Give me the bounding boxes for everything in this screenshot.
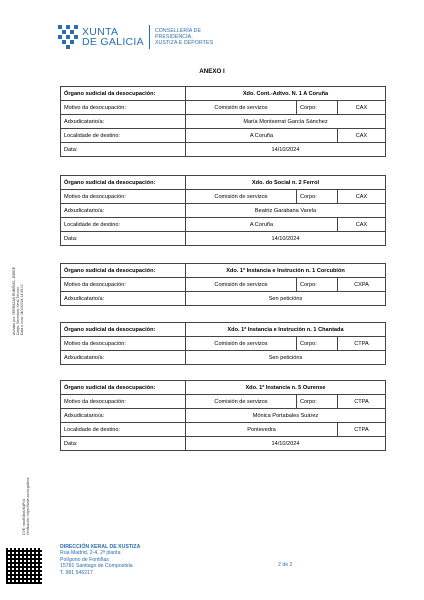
adxudicatario-value: Beatriz Garabana Varela [186,204,386,218]
motivo-value: Comisión de servizos [186,278,297,292]
data-label: Data: [61,232,186,246]
localidade-value: A Coruña [186,129,338,143]
signature-line-1: Asinado por: TERRAZAS RUBIÑOS, JORGE [12,267,16,335]
motivo-label: Motivo da desocupación: [61,190,186,204]
brand-line-2: DE GALICIA [82,36,144,48]
footer-phone: T. 981 546217 [60,569,93,576]
vacancy-table [60,263,386,306]
motivo-value: Comisión de servizos [186,101,297,115]
adxudicatario-label: Adxudicatario/a: [61,292,186,306]
footer-city: 15781 Santiago de Compostela [60,563,133,570]
department-name [155,28,213,46]
organo-label: Órgano xudicial da desocupación: [61,264,186,278]
localidade-value: Pontevedra [186,423,338,437]
adxudicatario-value: Mónica Portabales Suárez [186,409,386,423]
adxudicatario-label: Adxudicatario/a: [61,204,186,218]
cve-line: CVE: mod91fbd0KqPv4 [22,499,26,535]
data-label: Data: [61,143,186,157]
corpo-label: Corpo: [297,337,338,351]
motivo-value: Comisión de servizos [186,395,297,409]
organo-value: Xdo. do Social n. 2 Ferrol [186,176,386,190]
corpo-label: Corpo: [297,395,338,409]
footer-office: DIRECCIÓN XERAL DE XUSTIZA [60,544,141,550]
footer-street: Rúa Madrid, 2-4, 2ª planta [60,550,121,557]
motivo-label: Motivo da desocupación: [61,278,186,292]
dept-line-1: CONSELLERÍA DE [154,28,202,34]
qr-code-icon [6,548,42,584]
corpo-value: CTPA [338,395,386,409]
dept-line-3: XUSTIZA E DEPORTES [154,40,214,46]
adxudicatario-label: Adxudicatario/a: [61,115,186,129]
organo-label: Órgano xudicial da desocupación: [61,323,186,337]
vacancy-table [60,322,386,365]
organo-value: Xdo. 1ª Instancia e Instrución n. 1 Chantada [186,323,386,337]
xunta-logo-icon [58,25,78,49]
signature-side-text [12,267,24,335]
localidade-label: Localidade de destino: [61,423,186,437]
adxudicatario-label: Adxudicatario/a: [61,409,186,423]
corpo-label: Corpo: [297,101,338,115]
signature-line-2: Cargo: Secretario Xeral Técnico [16,286,20,335]
vacancy-table [60,86,386,157]
motivo-label: Motivo da desocupación: [61,101,186,115]
adxudicatario-value: Sen peticións [186,351,386,365]
motivo-value: Comisión de servizos [186,190,297,204]
signature-line-3: Data e hora: 04/10/2024 14:39:10 [20,284,24,335]
localidade-label: Localidade de destino: [61,129,186,143]
header [58,22,213,52]
verification-side-text [22,477,30,535]
organo-value: Xdo. 1ª Instancia e Instrución n. 1 Corcubión [186,264,386,278]
data-value: 14/10/2024 [186,437,386,451]
motivo-value: Comisión de servizos [186,337,297,351]
verification-line: Verificación: https://sede.xunta.gal/cve [26,477,30,535]
corpo-label: Corpo: [297,190,338,204]
adxudicatario-value: Sen peticións [186,292,386,306]
corpo-value: CTPA [338,337,386,351]
data-value: 14/10/2024 [186,143,386,157]
brand-divider [149,25,150,49]
organo-label: Órgano xudicial da desocupación: [61,381,186,395]
data-label: Data: [61,437,186,451]
corpo-value: CAX [338,101,386,115]
corpo-value: CAX [338,190,386,204]
page-number: 2 de 2 [278,562,293,568]
corpo-value: CXPA [338,278,386,292]
brand-line-1: XUNTA [82,26,119,38]
brand-name [82,27,144,47]
page-title: ANEXO I [199,68,225,75]
data-value: 14/10/2024 [186,232,386,246]
motivo-label: Motivo da desocupación: [61,337,186,351]
localidade-value: A Coruña [186,218,338,232]
corpo-destino-value: CTPA [338,423,386,437]
corpo-label: Corpo: [297,278,338,292]
adxudicatario-label: Adxudicatario/a: [61,351,186,365]
vacancy-table [60,175,386,246]
vacancy-table [60,380,386,451]
organo-value: Xdo. 1ª Instancia n. 5 Ourense [186,381,386,395]
localidade-label: Localidade de destino: [61,218,186,232]
organo-label: Órgano xudicial da desocupación: [61,87,186,101]
motivo-label: Motivo da desocupación: [61,395,186,409]
corpo-destino-value: CAX [338,129,386,143]
organo-value: Xdo. Cont.-Adtvo. N. 1 A Coruña [186,87,386,101]
footer-area: Polígono de Fontiñas [60,556,110,563]
adxudicatario-value: María Montserrat García Sánchez [186,115,386,129]
footer-address [60,544,140,576]
corpo-destino-value: CAX [338,218,386,232]
dept-line-2: PRESIDENCIA, [154,34,193,40]
organo-label: Órgano xudicial da desocupación: [61,176,186,190]
